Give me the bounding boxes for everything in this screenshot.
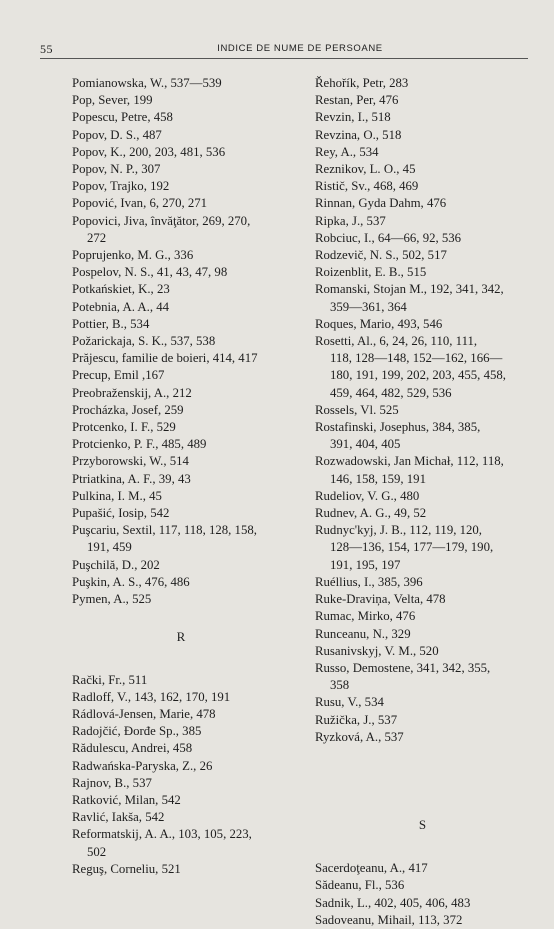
index-entry-continuation: 191, 195, 197 [330, 557, 401, 572]
index-entry-text: Ruke-Draviņa, Velta, 478 [315, 592, 446, 607]
index-entry-text: Rossels, Vl. 525 [315, 402, 399, 417]
index-entry-text: Radwańska-Paryska, Z., 26 [72, 758, 213, 773]
index-entry [315, 127, 530, 144]
index-entry-text: Potkańskiet, K., 23 [72, 282, 170, 297]
index-entry [72, 672, 290, 689]
index-entry-text: Rusanivskyj, V. M., 520 [315, 643, 439, 658]
index-entry-text: Russo, Demostene, 341, 342, 355, [315, 660, 491, 675]
index-entry-text: Puşchilă, D., 202 [72, 557, 160, 572]
index-entry-text: Rudeliov, V. G., 480 [315, 488, 420, 503]
index-entry-text: Radloff, V., 143, 162, 170, 191 [72, 689, 231, 704]
index-entry [315, 178, 530, 195]
index-entry-text: Ripka, J., 537 [315, 213, 386, 228]
index-entry [72, 333, 290, 350]
index-entry [315, 488, 530, 505]
index-entry-text: Runceanu, N., 329 [315, 626, 411, 641]
index-entry-text: Rudnev, A. G., 49, 52 [315, 506, 427, 521]
index-entry [315, 281, 530, 315]
index-entry-continuation: 191, 459 [87, 540, 132, 555]
index-entry [72, 436, 290, 453]
index-entry [72, 161, 290, 178]
index-entry [72, 350, 290, 367]
index-entry-text: Sacerdoţeanu, A., 417 [315, 861, 428, 876]
index-column-right [315, 75, 530, 929]
index-entry [315, 333, 530, 402]
index-entry-text: Reformatskij, A. A., 103, 105, 223, [72, 827, 252, 842]
index-entry-text: Popović, Ivan, 6, 270, 271 [72, 196, 208, 211]
index-entry-text: Restan, Per, 476 [315, 93, 399, 108]
index-entry [72, 723, 290, 740]
index-entry-text: Precup, Emil ,167 [72, 368, 165, 383]
index-entry [72, 264, 290, 281]
index-entry [315, 912, 530, 929]
index-entry-text: Pospelov, N. S., 41, 43, 47, 98 [72, 265, 228, 280]
index-entry [315, 895, 530, 912]
index-entry-text: Przyborowski, W., 514 [72, 454, 189, 469]
index-entry [315, 213, 530, 230]
index-entry [72, 195, 290, 212]
index-entry [72, 792, 290, 809]
index-entry [315, 729, 530, 746]
index-entry-text: Rinnan, Gyda Dahm, 476 [315, 196, 447, 211]
index-entry [315, 75, 530, 92]
index-entry-continuation: 502 [87, 844, 107, 859]
index-entry-text: Ristič, Sv., 468, 469 [315, 179, 419, 194]
index-entry [72, 706, 290, 723]
index-entry [72, 316, 290, 333]
index-entry-text: Ruéllius, I., 385, 396 [315, 574, 423, 589]
index-entry [315, 643, 530, 660]
index-entry [315, 591, 530, 608]
index-entry-text: Popescu, Petre, 458 [72, 110, 173, 125]
index-entry-text: Potebnia, A. A., 44 [72, 299, 170, 314]
index-entry-text: Reguş, Corneliu, 521 [72, 861, 181, 876]
index-entry [72, 367, 290, 384]
index-entry [72, 689, 290, 706]
index-entry-text: Rádlová-Jensen, Marie, 478 [72, 706, 216, 721]
index-entry [315, 608, 530, 625]
index-entry [315, 144, 530, 161]
index-entry-text: Ryzková, A., 537 [315, 729, 404, 744]
index-entry [315, 626, 530, 643]
index-entry-text: Ptriatkina, A. F., 39, 43 [72, 471, 191, 486]
index-entry [72, 775, 290, 792]
index-entry [315, 574, 530, 591]
index-entry [315, 694, 530, 711]
index-entry-continuation: 180, 191, 199, 202, 203, 455, 458, [330, 368, 506, 383]
index-entry [315, 877, 530, 894]
index-entry [72, 178, 290, 195]
index-entry-text: Rosetti, Al., 6, 24, 26, 110, 111, [315, 334, 478, 349]
index-entry-text: Rački, Fr., 511 [72, 672, 148, 687]
index-entry-text: Revzin, I., 518 [315, 110, 391, 125]
index-entry [72, 144, 290, 161]
index-entry-text: Pulkina, I. M., 45 [72, 488, 162, 503]
index-entry-text: Pop, Sever, 199 [72, 93, 153, 108]
index-entry [315, 195, 530, 212]
index-entry-text: Roques, Mario, 493, 546 [315, 316, 443, 331]
running-head: INDICE DE NUME DE PERSOANE [217, 43, 383, 54]
index-entry-continuation: 128—136, 154, 177—179, 190, [330, 540, 494, 555]
index-entry-continuation: 359—361, 364 [330, 299, 407, 314]
index-entry [72, 453, 290, 470]
index-entry [72, 574, 290, 591]
index-entry [72, 758, 290, 775]
index-entry-text: Pottier, B., 534 [72, 316, 150, 331]
index-entry [315, 247, 530, 264]
index-entry [315, 109, 530, 126]
index-group-s [315, 860, 530, 929]
index-entry [315, 660, 530, 694]
index-entry-text: Ratković, Milan, 542 [72, 792, 181, 807]
index-entry [315, 92, 530, 109]
index-entry [72, 109, 290, 126]
index-entry [315, 402, 530, 419]
index-entry-text: Protcienko, P. F., 485, 489 [72, 437, 207, 452]
index-entry-continuation: 146, 158, 159, 191 [330, 471, 426, 486]
index-group-r-continued [315, 75, 530, 746]
index-entry-text: Pupašić, Iosip, 542 [72, 506, 170, 521]
index-entry-text: Rudnyc'kyj, J. B., 112, 119, 120, [315, 523, 483, 538]
index-entry [315, 230, 530, 247]
index-entry [72, 557, 290, 574]
index-entry-text: Prăjescu, familie de boieri, 414, 417 [72, 351, 258, 366]
index-entry-text: Ružička, J., 537 [315, 712, 398, 727]
index-entry [72, 488, 290, 505]
index-entry-text: Rostafinski, Josephus, 384, 385, [315, 420, 481, 435]
index-column-left [72, 75, 290, 878]
index-entry-text: Rumac, Mirko, 476 [315, 609, 416, 624]
index-entry [72, 75, 290, 92]
index-entry-text: Puşcariu, Sextil, 117, 118, 128, 158, [72, 523, 257, 538]
index-entry-text: Procházka, Josef, 259 [72, 402, 184, 417]
index-entry [315, 316, 530, 333]
index-entry [72, 522, 290, 556]
index-entry-text: Popov, Trajko, 192 [72, 179, 170, 194]
index-entry-text: Pomianowska, W., 537—539 [72, 76, 222, 90]
index-entry [72, 591, 290, 608]
index-entry [72, 247, 290, 264]
index-entry [72, 419, 290, 436]
index-entry [315, 453, 530, 487]
index-entry-text: Roizenblit, E. B., 515 [315, 265, 427, 280]
index-entry [72, 505, 290, 522]
index-entry-text: Sadnik, L., 402, 405, 406, 483 [315, 895, 471, 910]
index-entry-text: Rusu, V., 534 [315, 695, 384, 710]
index-entry-continuation: 358 [330, 678, 350, 693]
index-entry [72, 299, 290, 316]
index-entry [72, 740, 290, 757]
index-entry [72, 213, 290, 247]
index-entry-text: Revzina, O., 518 [315, 127, 402, 142]
index-entry-text: Protcenko, I. F., 529 [72, 420, 176, 435]
index-entry-text: Ravlić, Iakša, 542 [72, 810, 165, 825]
index-entry-text: Puşkin, A. S., 476, 486 [72, 574, 190, 589]
index-entry-text: Preobraženskij, A., 212 [72, 385, 192, 400]
index-entry [315, 712, 530, 729]
index-entry [315, 161, 530, 178]
index-entry [72, 861, 290, 878]
page-number: 55 [40, 42, 53, 56]
index-entry-text: Rădulescu, Andrei, 458 [72, 741, 193, 756]
index-entry [72, 281, 290, 298]
index-entry-continuation: 118, 128—148, 152—162, 166— [330, 351, 503, 366]
index-entry-continuation: 272 [87, 230, 107, 245]
index-entry-text: Sădeanu, Fl., 536 [315, 878, 405, 893]
index-entry-text: Poprujenko, M. G., 336 [72, 248, 194, 263]
index-group-r [72, 672, 290, 878]
index-entry-text: Popov, N. P., 307 [72, 162, 161, 177]
index-entry-text: Řehořík, Petr, 283 [315, 76, 409, 90]
index-entry [315, 522, 530, 574]
index-entry [72, 402, 290, 419]
index-entry-text: Popov, K., 200, 203, 481, 536 [72, 144, 226, 159]
index-entry [72, 92, 290, 109]
index-entry [315, 505, 530, 522]
index-entry-text: Požarickaja, S. K., 537, 538 [72, 334, 216, 349]
index-group-p [72, 75, 290, 608]
index-entry-text: Radojčić, Đorđe Sp., 385 [72, 724, 202, 739]
index-entry-text: Reznikov, L. O., 45 [315, 162, 416, 177]
index-entry-text: Popov, D. S., 487 [72, 127, 162, 142]
index-entry-text: Popovici, Jiva, învăţător, 269, 270, [72, 213, 251, 228]
index-entry-text: Robciuc, I., 64—66, 92, 536 [315, 230, 462, 245]
index-entry [315, 860, 530, 877]
index-entry [72, 127, 290, 144]
index-entry-text: Rodzevič, N. S., 502, 517 [315, 248, 447, 263]
index-entry [315, 264, 530, 281]
index-entry-continuation: 391, 404, 405 [330, 437, 401, 452]
index-entry-continuation: 459, 464, 482, 529, 536 [330, 385, 452, 400]
index-entry [72, 385, 290, 402]
index-entry [72, 471, 290, 488]
index-entry [72, 826, 290, 860]
index-entry-text: Rozwadowski, Jan Michał, 112, 118, [315, 454, 504, 469]
header-divider [40, 58, 528, 59]
index-entry [72, 809, 290, 826]
index-entry-text: Sadoveanu, Mihail, 113, 372 [315, 912, 463, 927]
section-letter-r: R [176, 629, 186, 645]
section-letter-s: S [418, 816, 427, 832]
index-entry-text: Romanski, Stojan M., 192, 341, 342, [315, 282, 504, 297]
index-entry [315, 419, 530, 453]
index-entry-text: Pymen, A., 525 [72, 592, 152, 607]
index-entry-text: Rey, A., 534 [315, 144, 379, 159]
index-entry-text: Rajnov, B., 537 [72, 775, 152, 790]
